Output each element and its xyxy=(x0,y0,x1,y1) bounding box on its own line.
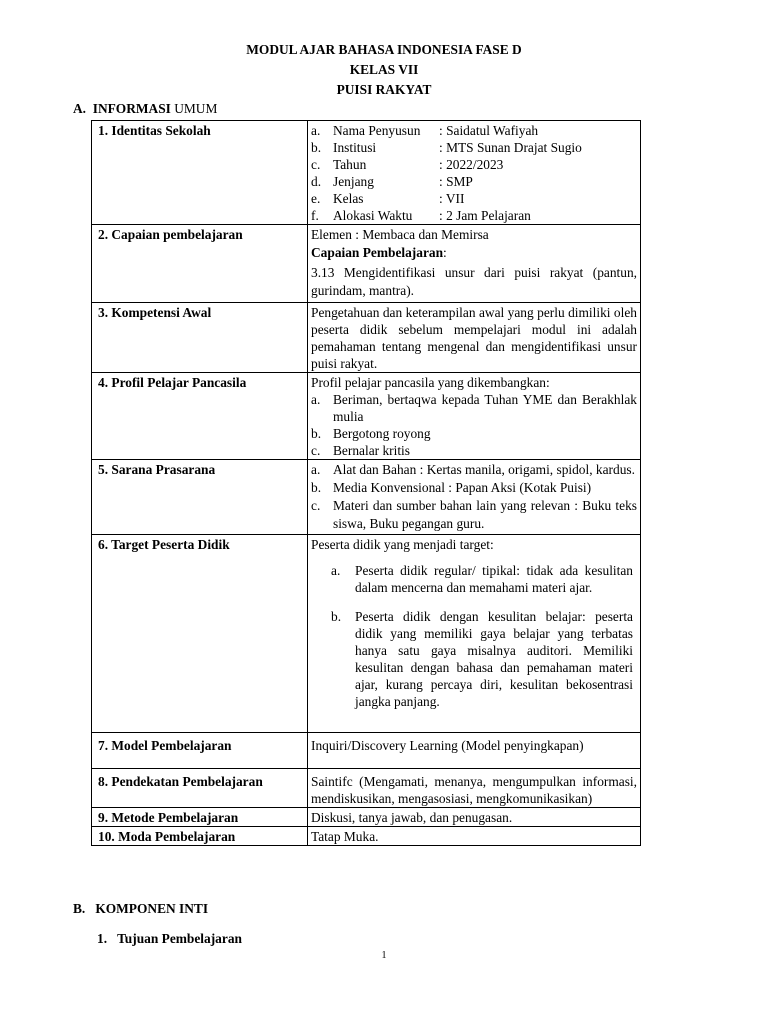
row-label: 7. Model Pembelajaran xyxy=(92,733,308,769)
pendekatan-text: Saintifc (Mengamati, menanya, mengumpulkan informasi, mendiskusikan, mengasosiasi, mengkomunikasikan) xyxy=(308,769,641,808)
subsection-heading xyxy=(97,931,242,947)
item-letter: b. xyxy=(311,480,322,495)
item-letter: a. xyxy=(311,462,321,477)
page-number: 1 xyxy=(381,950,387,961)
info-table xyxy=(91,120,641,846)
capaian-elemen: Elemen : Membaca dan Memirsa xyxy=(311,227,489,242)
moda-text: Tatap Muka. xyxy=(308,827,641,846)
item-letter: b. xyxy=(311,426,322,441)
item-value: : Saidatul Wafiyah xyxy=(439,123,539,138)
table-row xyxy=(92,225,641,303)
item-key: Jenjang xyxy=(333,174,374,189)
item-letter: a. xyxy=(311,123,321,138)
identitas-item xyxy=(311,156,637,173)
item-key: Kelas xyxy=(333,191,364,206)
capaian-subhead-colon: : xyxy=(443,245,447,260)
row-label: 8. Pendekatan Pembelajaran xyxy=(92,769,308,808)
item-letter: a. xyxy=(311,392,321,407)
item-letter: c. xyxy=(311,498,321,513)
item-text: Peserta didik regular/ tipikal: tidak ada kesulitan dalam mencerna dan memahami materi ajar. xyxy=(355,563,633,595)
item-letter: f. xyxy=(311,208,319,223)
table-row xyxy=(92,827,641,846)
table-row xyxy=(92,303,641,373)
item-key: Institusi xyxy=(333,140,377,155)
list-item xyxy=(311,479,637,497)
item-letter: b. xyxy=(331,609,342,624)
row-label: 1. Identitas Sekolah xyxy=(92,121,308,225)
item-value: : 2022/2023 xyxy=(439,157,504,172)
identitas-item xyxy=(311,207,637,224)
section-b-heading xyxy=(73,901,208,917)
row-label: 9. Metode Pembelajaran xyxy=(92,808,308,827)
target-list xyxy=(331,562,633,710)
list-item xyxy=(331,608,633,710)
section-a-label: A. xyxy=(73,101,87,116)
item-text: Alat dan Bahan : Kertas manila, origami, spidol, kardus. xyxy=(333,462,635,477)
target-cell xyxy=(308,535,641,733)
table-row xyxy=(92,460,641,535)
metode-text: Diskusi, tanya jawab, dan penugasan. xyxy=(308,808,641,827)
item-text: Peserta didik dengan kesulitan belajar: peserta didik yang memiliki gaya belajar yang terbatas hanya satu gaya misalnya auditori. Memiliki kesulitan dengan bahasa dan pemahaman materi ajar, kurang percaya diri, kesulitan bekosentrasi jangka panjang. xyxy=(355,609,633,709)
capaian-text: 3.13 Mengidentifikasi unsur dari puisi rakyat (pantun, gurindam, mantra). xyxy=(311,265,637,298)
section-b-label: B. xyxy=(73,901,86,916)
item-key: Nama Penyusun xyxy=(333,123,421,138)
identitas-item xyxy=(311,122,637,139)
identitas-cell xyxy=(308,121,641,225)
list-item xyxy=(311,497,637,533)
profil-intro: Profil pelajar pancasila yang dikembangkan: xyxy=(311,375,550,390)
subsection-title: Tujuan Pembelajaran xyxy=(117,931,242,946)
table-row xyxy=(92,808,641,827)
doc-title-line3: PUISI RAKYAT xyxy=(336,82,432,97)
item-letter: c. xyxy=(311,443,321,458)
item-key: Alokasi Waktu xyxy=(333,208,413,223)
table-row xyxy=(92,373,641,460)
target-intro: Peserta didik yang menjadi target: xyxy=(311,537,494,552)
row-label: 3. Kompetensi Awal xyxy=(92,303,308,373)
capaian-subhead-text: Capaian Pembelajaran xyxy=(311,245,444,260)
row-label: 5. Sarana Prasarana xyxy=(92,460,308,535)
section-a-title-rest: UMUM xyxy=(174,101,218,116)
section-a-heading xyxy=(73,101,217,117)
list-item xyxy=(331,562,633,596)
table-row xyxy=(92,733,641,769)
item-value: : VII xyxy=(439,191,465,206)
item-letter: a. xyxy=(331,563,341,578)
subsection-number: 1. xyxy=(97,931,108,946)
section-b-title: KOMPONEN INTI xyxy=(95,901,209,916)
item-text: Bergotong royong xyxy=(333,426,431,441)
item-text: Beriman, bertaqwa kepada Tuhan YME dan Berakhlak mulia xyxy=(333,392,637,424)
item-value: : 2 Jam Pelajaran xyxy=(439,208,531,223)
item-letter: b. xyxy=(311,140,322,155)
identitas-item xyxy=(311,190,637,207)
sarana-cell xyxy=(308,460,641,535)
model-text: Inquiri/Discovery Learning (Model penyingkapan) xyxy=(308,733,641,769)
list-item xyxy=(311,391,637,425)
row-label: 10. Moda Pembelajaran xyxy=(92,827,308,846)
table-row xyxy=(92,121,641,225)
item-letter: c. xyxy=(311,157,321,172)
section-a-title-bold: INFORMASI xyxy=(92,101,171,116)
item-key: Tahun xyxy=(333,157,367,172)
item-letter: d. xyxy=(311,174,322,189)
list-item xyxy=(311,425,637,442)
row-label: 4. Profil Pelajar Pancasila xyxy=(92,373,308,460)
identitas-item xyxy=(311,173,637,190)
table-row xyxy=(92,535,641,733)
item-value: : SMP xyxy=(439,174,473,189)
list-item xyxy=(311,442,637,459)
list-item xyxy=(311,461,637,479)
item-text: Materi dan sumber bahan lain yang relevan : Buku teks siswa, Buku pegangan guru. xyxy=(333,498,637,531)
identitas-item xyxy=(311,139,637,156)
capaian-cell xyxy=(308,225,641,303)
profil-cell xyxy=(308,373,641,460)
kompetensi-text: Pengetahuan dan keterampilan awal yang perlu dimiliki oleh peserta didik sebelum mempelajari modul ini adalah pemahaman tentang mengenal dan mengidentifikasi unsur puisi rakyat. xyxy=(308,303,641,373)
item-letter: e. xyxy=(311,191,321,206)
row-label: 6. Target Peserta Didik xyxy=(92,535,308,733)
doc-title-line1: MODUL AJAR BAHASA INDONESIA FASE D xyxy=(246,42,522,57)
doc-title-line2: KELAS VII xyxy=(349,62,419,77)
item-text: Bernalar kritis xyxy=(333,443,410,458)
row-label: 2. Capaian pembelajaran xyxy=(92,225,308,303)
item-text: Media Konvensional : Papan Aksi (Kotak Puisi) xyxy=(333,480,592,495)
capaian-subhead xyxy=(311,244,637,261)
table-row xyxy=(92,769,641,808)
item-value: : MTS Sunan Drajat Sugio xyxy=(439,140,582,155)
